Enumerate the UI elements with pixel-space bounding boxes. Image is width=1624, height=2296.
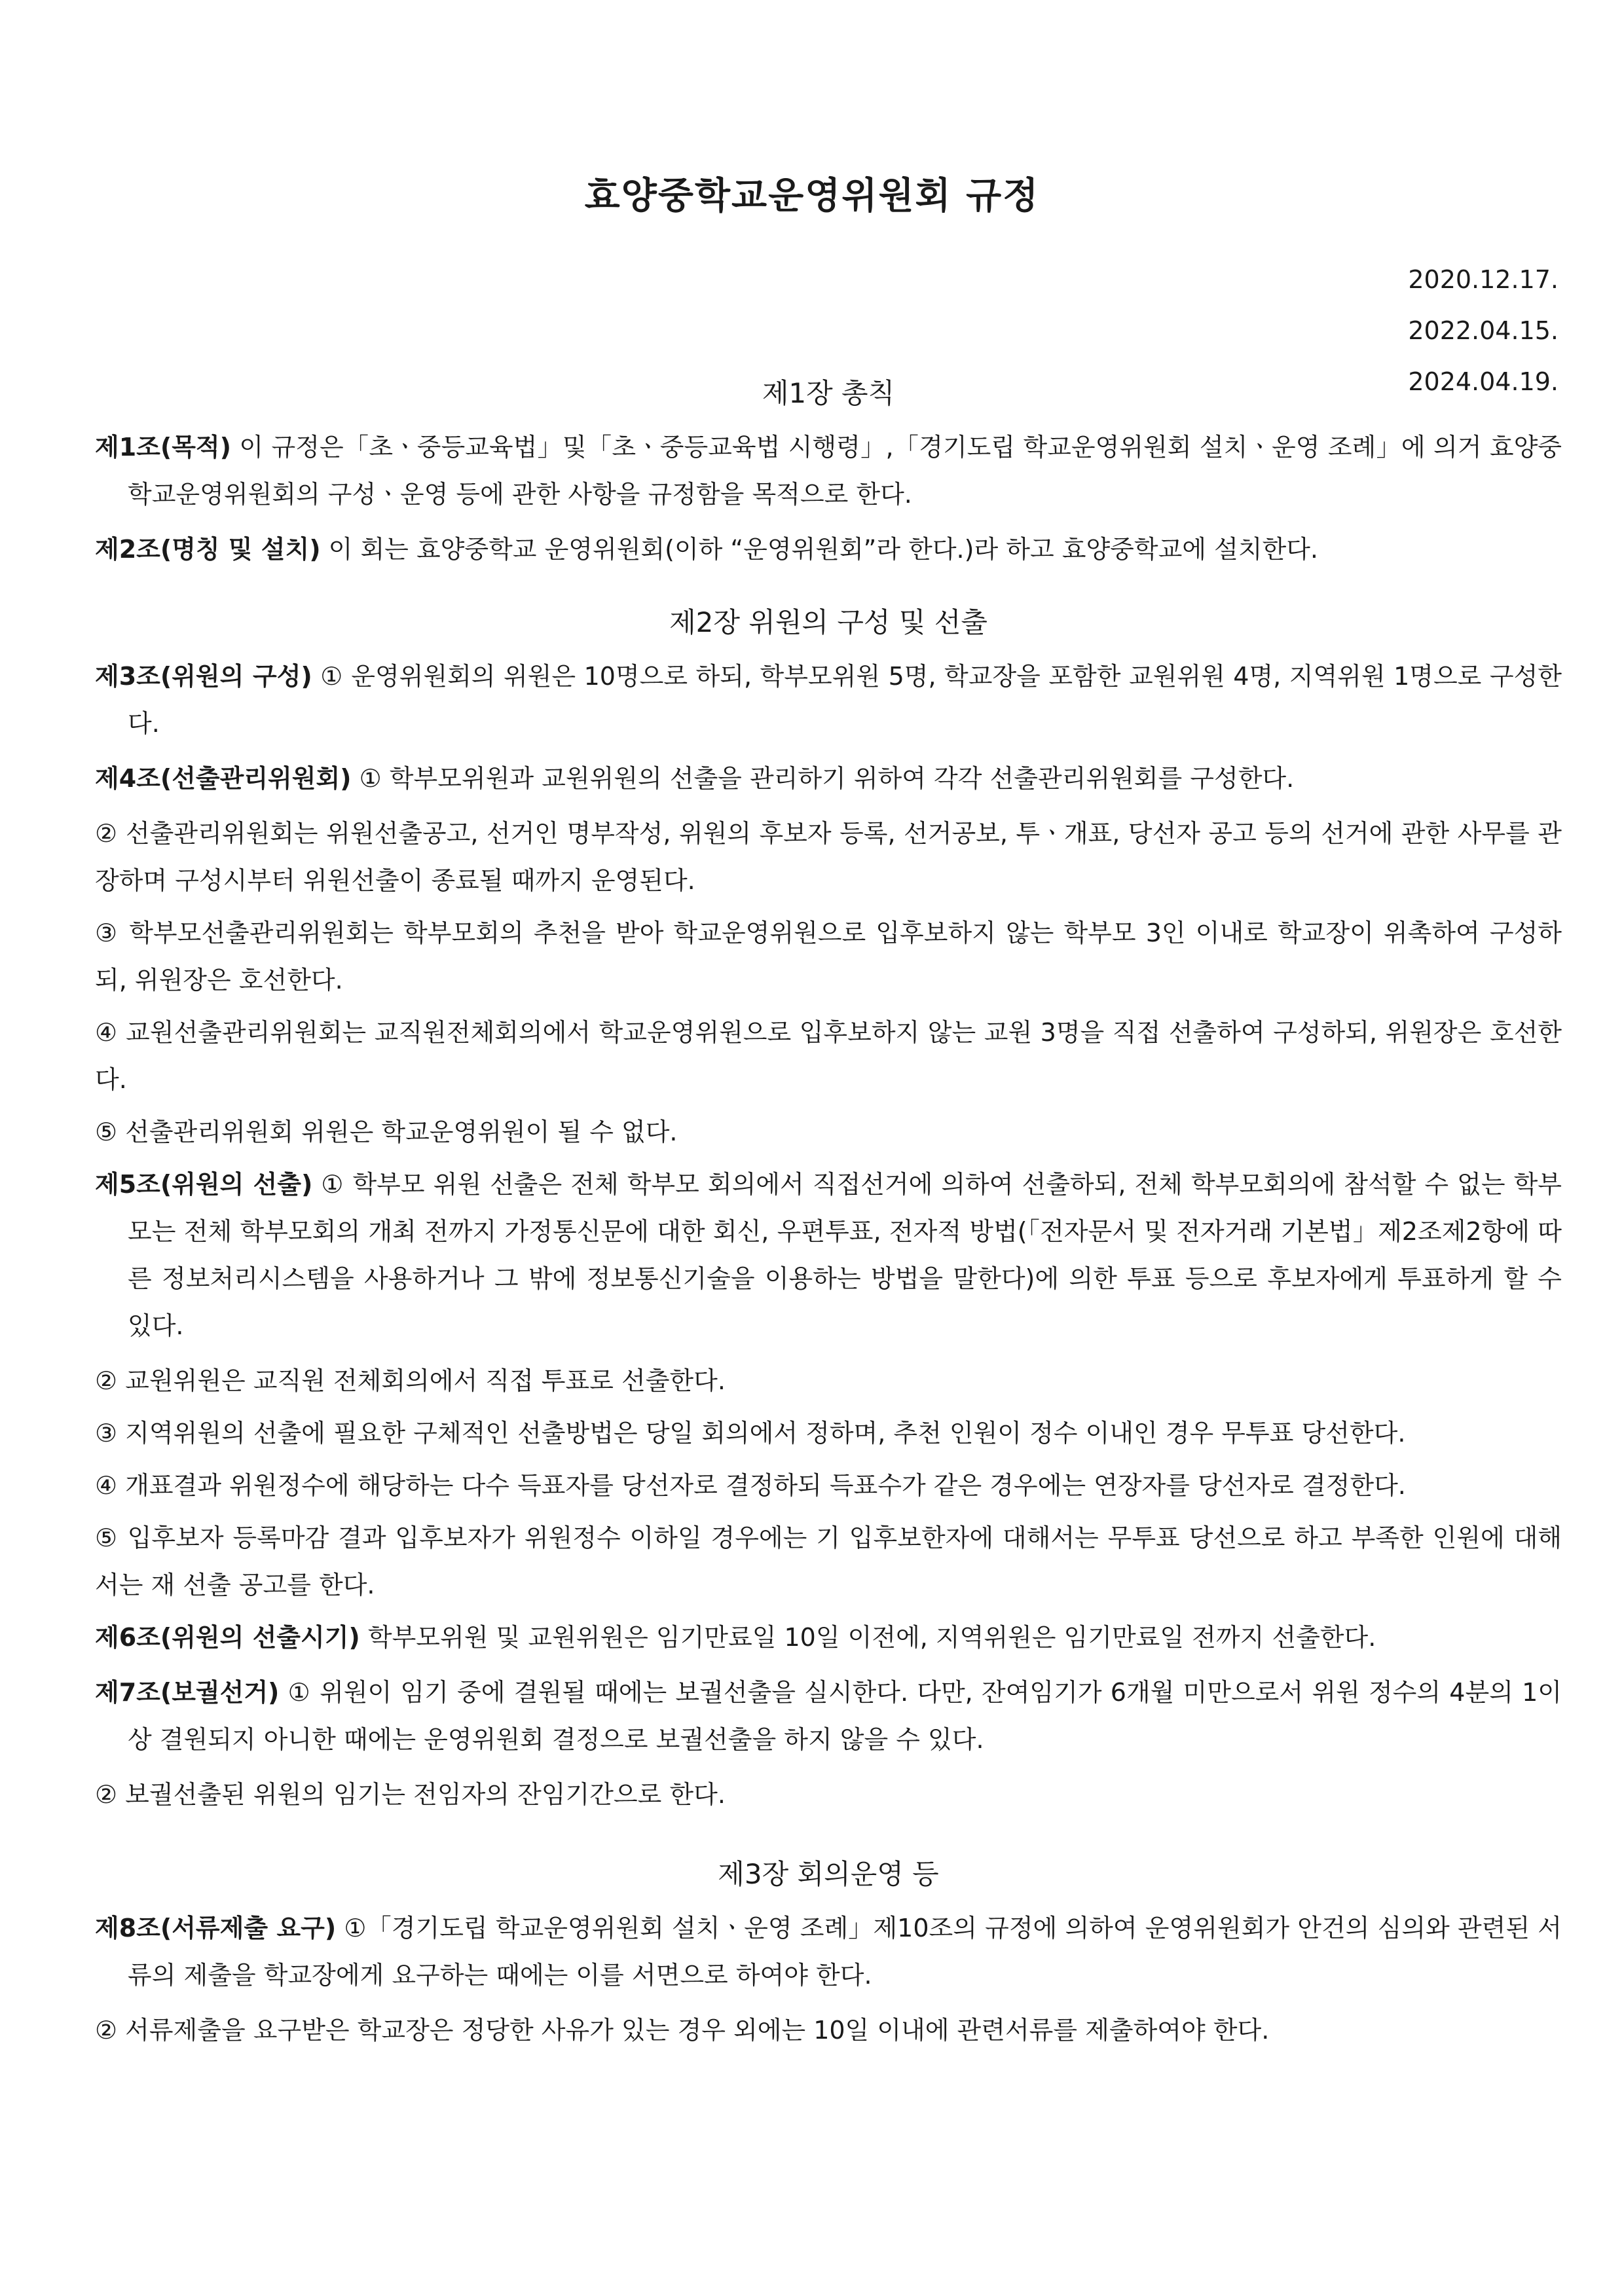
article-heading: 제2조(명칭 및 설치) bbox=[95, 535, 321, 564]
article-text: ① 학부모위원과 교원위원의 선출을 관리하기 위하여 각각 선출관리위원회를 구성한다. bbox=[351, 764, 1295, 793]
article-paragraph: ③ 지역위원의 선출에 필요한 구체적인 선출방법은 당일 회의에서 정하며, 추천 인원이 정수 이내인 경우 무투표 당선한다. bbox=[95, 1419, 1406, 1448]
article-paragraph: ② 서류제출을 요구받은 학교장은 정당한 사유가 있는 경우 외에는 10일 이내에 관련서류를 제출하여야 한다. bbox=[95, 2016, 1270, 2045]
article-7 bbox=[95, 1669, 1562, 1763]
article-4 bbox=[95, 755, 1562, 802]
article-paragraph: ② 교원위원은 교직원 전체회의에서 직접 투표로 선출한다. bbox=[95, 1366, 726, 1395]
article-paragraph: ③ 학부모선출관리위원회는 학부모회의 추천을 받아 학교운영위원으로 입후보하지 않는 학부모 3인 이내로 학교장이 위촉하여 구성하되, 위원장은 호선한다. bbox=[95, 919, 1562, 994]
article-text: ① 학부모 위원 선출은 전체 학부모 회의에서 직접선거에 의하여 선출하되, 전체 학부모회의에 참석할 수 없는 학부모는 전체 학부모회의 개최 전까지 가정통신문에 대한 회신, 우편투표, 전자적 방법(「전자문서 및 전자거래 기본법」제2조제2항에 따른 정보처리시스템을 사용하거나 그 밖에 정보통신기술을 이용하는 방법을 말한다)에 의한 투표 등으로 후보자에게 투표하게 할 수 있다. bbox=[128, 1170, 1562, 1340]
document-body bbox=[95, 373, 1562, 2059]
article-8 bbox=[95, 1904, 1562, 1999]
article-text: 이 규정은「초ㆍ중등교육법」및「초ㆍ중등교육법 시행령」,「경기도립 학교운영위원회 설치ㆍ운영 조례」에 의거 효양중학교운영위원회의 구성ㆍ운영 등에 관한 사항을 규정함을 목적으로 한다. bbox=[128, 433, 1562, 509]
article-paragraph: ② 보궐선출된 위원의 임기는 전임자의 잔임기간으로 한다. bbox=[95, 1780, 726, 1809]
article-3 bbox=[95, 653, 1562, 747]
article-text: ① 운영위원회의 위원은 10명으로 하되, 학부모위원 5명, 학교장을 포함한 교원위원 4명, 지역위원 1명으로 구성한다. bbox=[128, 662, 1562, 738]
article-heading: 제6조(위원의 선출시기) bbox=[95, 1623, 360, 1652]
article-heading: 제1조(목적) bbox=[95, 433, 232, 462]
article-text: 이 회는 효양중학교 운영위원회(이하 “운영위원회”라 한다.)라 하고 효양중학교에 설치한다. bbox=[320, 535, 1318, 564]
article-heading: 제4조(선출관리위원회) bbox=[95, 764, 352, 793]
article-text: 학부모위원 및 교원위원은 임기만료일 10일 이전에, 지역위원은 임기만료일 전까지 선출한다. bbox=[360, 1623, 1376, 1652]
article-1 bbox=[95, 424, 1562, 518]
article-paragraph: ⑤ 입후보자 등록마감 결과 입후보자가 위원정수 이하일 경우에는 기 입후보한자에 대해서는 무투표 당선으로 하고 부족한 인원에 대해서는 재 선출 공고를 한다. bbox=[95, 1523, 1562, 1599]
article-5 bbox=[95, 1161, 1562, 1349]
article-text: ①「경기도립 학교운영위원회 설치ㆍ운영 조례」제10조의 규정에 의하여 운영위원회가 안건의 심의와 관련된 서류의 제출을 학교장에게 요구하는 때에는 이를 서면으로 하여야 한다. bbox=[128, 1914, 1562, 1990]
article-2 bbox=[95, 526, 1562, 573]
revision-date: 2024.04.19. bbox=[1408, 367, 1559, 396]
revision-date: 2022.04.15. bbox=[1408, 316, 1559, 345]
article-paragraph: ④ 교원선출관리위원회는 교직원전체회의에서 학교운영위원으로 입후보하지 않는 교원 3명을 직접 선출하여 구성하되, 위원장은 호선한다. bbox=[95, 1018, 1562, 1094]
article-heading: 제8조(서류제출 요구) bbox=[95, 1914, 337, 1942]
article-paragraph: ⑤ 선출관리위원회 위원은 학교운영위원이 될 수 없다. bbox=[95, 1118, 678, 1146]
article-heading: 제7조(보궐선거) bbox=[95, 1678, 280, 1707]
article-6 bbox=[95, 1614, 1562, 1661]
chapter-heading: 제1장 총칙 bbox=[762, 377, 895, 409]
chapter-heading: 제2장 위원의 구성 및 선출 bbox=[669, 606, 987, 638]
article-text: ① 위원이 임기 중에 결원될 때에는 보궐선출을 실시한다. 다만, 잔여임기가 6개월 미만으로서 위원 정수의 4분의 1이상 결원되지 아니한 때에는 운영위원회 결정으로 보궐선출을 하지 않을 수 있다. bbox=[128, 1678, 1562, 1754]
chapter-heading: 제3장 회의운영 등 bbox=[718, 1858, 939, 1890]
article-paragraph: ② 선출관리위원회는 위원선출공고, 선거인 명부작성, 위원의 후보자 등록, 선거공보, 투ㆍ개표, 당선자 공고 등의 선거에 관한 사무를 관장하며 구성시부터 위원선출이 종료될 때까지 운영된다. bbox=[95, 819, 1562, 895]
document-title: 효양중학교운영위원회 규정 bbox=[584, 175, 1040, 217]
revision-date: 2020.12.17. bbox=[1408, 265, 1559, 294]
article-heading: 제3조(위원의 구성) bbox=[95, 662, 312, 691]
article-heading: 제5조(위원의 선출) bbox=[95, 1170, 313, 1199]
article-paragraph: ④ 개표결과 위원정수에 해당하는 다수 득표자를 당선자로 결정하되 득표수가 같은 경우에는 연장자를 당선자로 결정한다. bbox=[95, 1471, 1406, 1500]
